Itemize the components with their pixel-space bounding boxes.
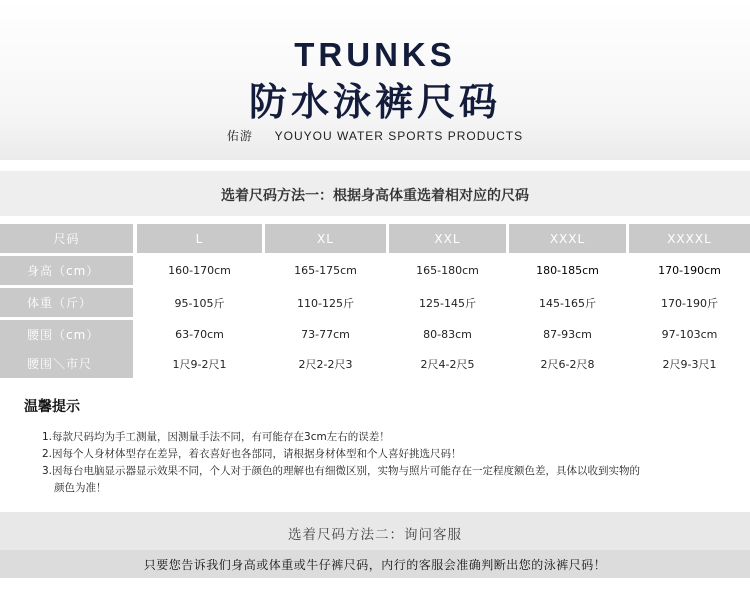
table-cell: 160-170cm xyxy=(137,256,262,285)
header-banner xyxy=(0,0,750,160)
table-cell: 125-145斤 xyxy=(389,288,506,317)
tip-line: 1.每款尺码均为手工测量，因测量手法不同，有可能存在3cm左右的误差！ xyxy=(42,431,390,443)
table-cell: 1尺9-2尺1 xyxy=(137,349,262,378)
size-header-xl: XL xyxy=(265,224,386,253)
footer-text: 只要您告诉我们身高或体重或牛仔裤尺码，内行的客服会准确判断出您的泳裤尺码！ xyxy=(143,558,607,572)
tips-title: 温馨提示 xyxy=(24,399,80,415)
method-two-banner xyxy=(0,512,750,550)
table-cell: 165-175cm xyxy=(265,256,386,285)
row-label-height: 身高（cm） xyxy=(0,256,133,285)
method-one-banner xyxy=(0,171,750,216)
table-cell: 165-180cm xyxy=(389,256,506,285)
table-cell: 2尺2-2尺3 xyxy=(265,349,386,378)
size-table xyxy=(0,224,750,376)
table-cell: 2尺6-2尺8 xyxy=(509,349,626,378)
size-table-corner: 尺码 xyxy=(0,224,133,253)
table-cell: 73-77cm xyxy=(265,320,386,349)
method-two-label: 选着尺码方法二：询问客服 xyxy=(288,527,462,543)
row-label-waist-cm: 腰围（cm） xyxy=(0,320,133,349)
table-cell: 145-165斤 xyxy=(509,288,626,317)
table-cell: 110-125斤 xyxy=(265,288,386,317)
table-cell: 95-105斤 xyxy=(137,288,262,317)
table-cell: 180-185cm xyxy=(509,256,626,285)
table-cell: 87-93cm xyxy=(509,320,626,349)
brand-line xyxy=(0,127,750,144)
table-cell: 2尺4-2尺5 xyxy=(389,349,506,378)
table-cell: 80-83cm xyxy=(389,320,506,349)
brand-en: YOUYOU WATER SPORTS PRODUCTS xyxy=(274,129,524,143)
size-header-xxxxl: XXXXL xyxy=(629,224,750,253)
title-english: TRUNKS xyxy=(294,36,456,73)
size-header-l: L xyxy=(137,224,262,253)
title-chinese: 防水泳裤尺码 xyxy=(248,80,501,124)
row-label-weight: 体重（斤） xyxy=(0,288,133,317)
brand-cn: 佑游 xyxy=(226,129,253,143)
table-cell: 170-190cm xyxy=(629,256,750,285)
table-cell: 63-70cm xyxy=(137,320,262,349)
tip-line: 2.因每个人身材体型存在差异，着衣喜好也各部同，请根据身材体型和个人喜好挑选尺码！ xyxy=(42,448,462,460)
footer-banner xyxy=(0,550,750,578)
tips-list xyxy=(42,429,722,497)
size-header-xxxl: XXXL xyxy=(509,224,626,253)
row-label-waist-chi: 腰围＼市尺 xyxy=(0,349,133,378)
table-cell: 97-103cm xyxy=(629,320,750,349)
tip-line: 3.因每台电脑显示器显示效果不同，个人对于颜色的理解也有细微区别，实物与照片可能存在一定程度额色差，具体以收到实物的 xyxy=(42,465,641,477)
table-cell: 2尺9-3尺1 xyxy=(629,349,750,378)
tip-line: 颜色为准！ xyxy=(54,482,107,494)
method-one-label: 选着尺码方法一：根据身高体重选着相对应的尺码 xyxy=(221,188,529,204)
table-cell: 170-190斤 xyxy=(629,288,750,317)
size-header-xxl: XXL xyxy=(389,224,506,253)
